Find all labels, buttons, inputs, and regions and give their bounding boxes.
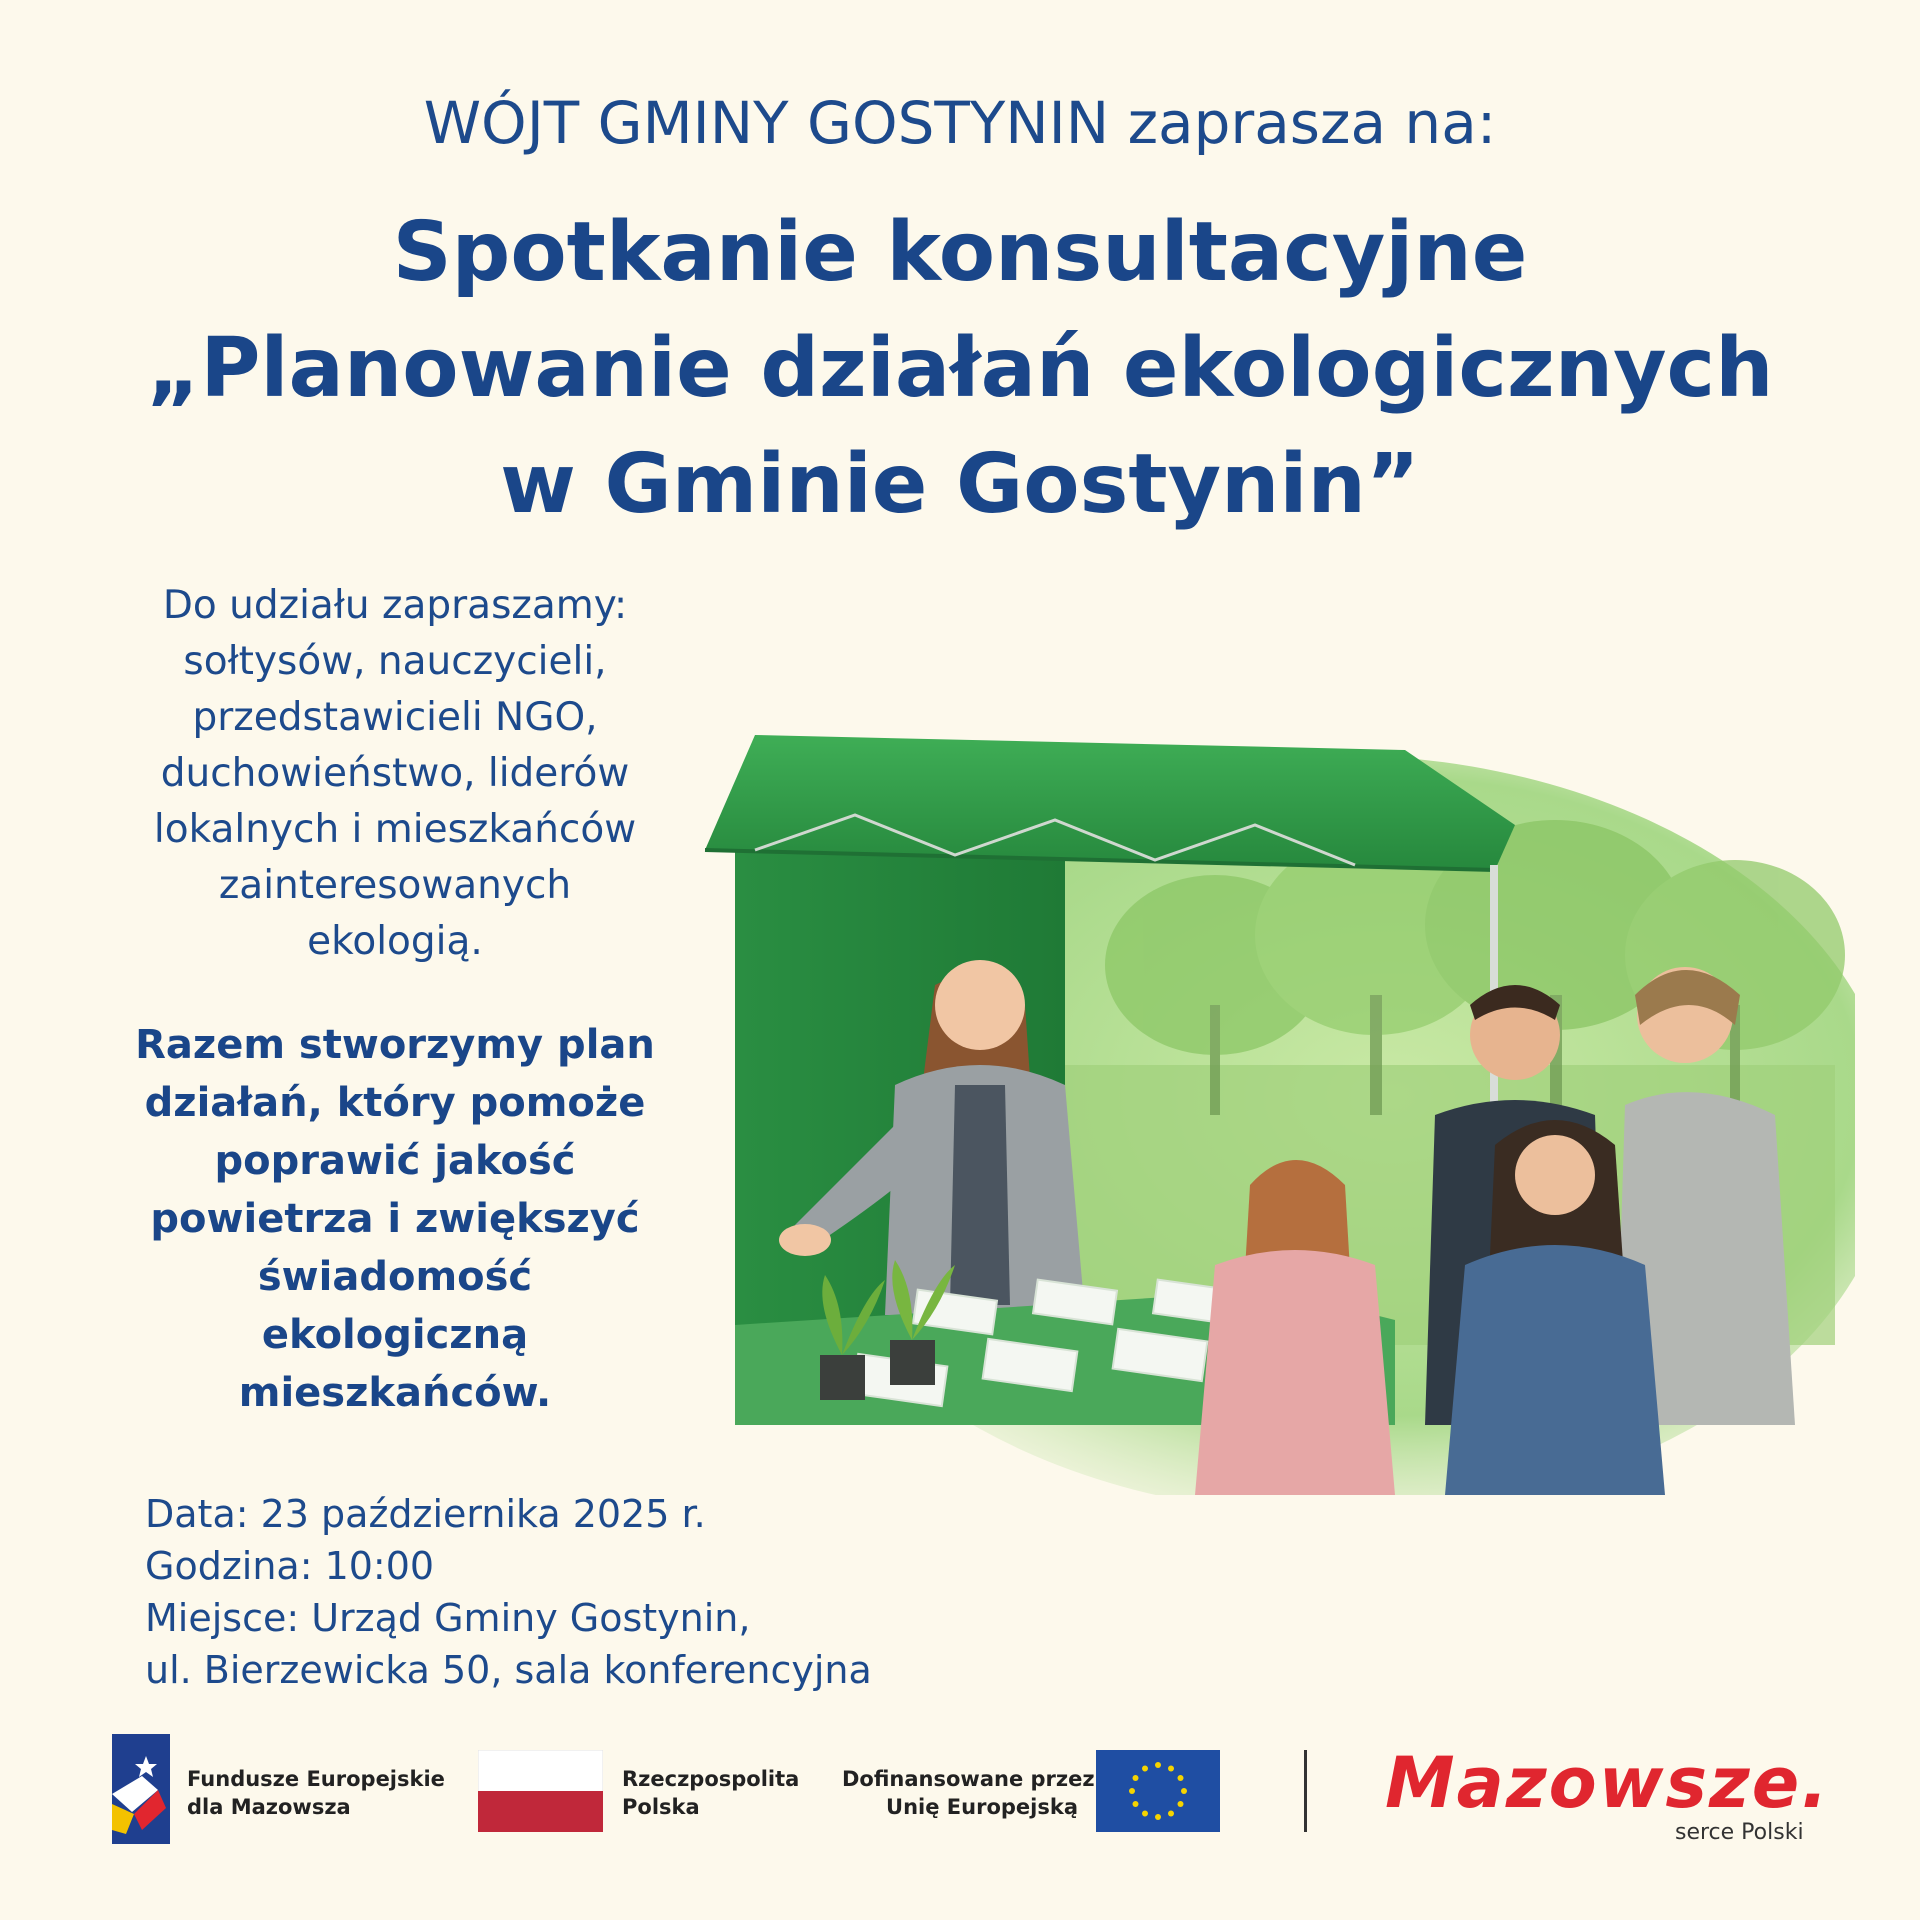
eu-star-icon: [1129, 1788, 1135, 1794]
goal-line: działań, który pomoże: [144, 1080, 646, 1126]
goal-line: powietrza i zwiększyć: [150, 1196, 640, 1242]
goal-line: poprawić jakość: [214, 1138, 576, 1184]
eu-star-icon: [1155, 1762, 1161, 1768]
eu-star-icon: [1142, 1766, 1148, 1772]
title-line-3: w Gminie Gostynin”: [500, 437, 1420, 532]
goal-line: Razem stworzymy plan: [135, 1022, 655, 1068]
title-line-1: Spotkanie konsultacyjne: [392, 205, 1528, 300]
fe-label-line-1: Fundusze Europejskie: [187, 1767, 445, 1791]
goal-text: [110, 1016, 680, 1422]
title-line-2: „Planowanie działań ekologicznych: [146, 321, 1774, 416]
tent-canopy: [705, 735, 1515, 870]
event-date: Data: 23 października 2025 r.: [145, 1492, 706, 1536]
eu-star-icon: [1142, 1811, 1148, 1817]
audience-line: zainteresowanych: [218, 863, 572, 908]
audience-line: ekologią.: [307, 919, 483, 964]
audience-line: lokalnych i mieszkańców: [153, 807, 637, 852]
eu-flag-icon: [1096, 1750, 1220, 1832]
funding-footer: [0, 1720, 1920, 1850]
footer-divider: [1304, 1750, 1307, 1832]
event-place: Miejsce: Urząd Gminy Gostynin,: [145, 1596, 751, 1640]
rp-label: [622, 1765, 799, 1821]
eu-star-icon: [1168, 1811, 1174, 1817]
goal-line: ekologiczną: [261, 1312, 529, 1358]
goal-line: mieszkańców.: [238, 1370, 552, 1416]
poland-flag-icon: [478, 1750, 603, 1832]
audience-line: Do udziału zapraszamy:: [162, 583, 628, 628]
mazowsze-tagline: serce Polski: [1675, 1820, 1804, 1845]
eu-star-icon: [1168, 1766, 1174, 1772]
fe-label-line-2: dla Mazowsza: [187, 1795, 351, 1819]
eu-star-icon: [1178, 1775, 1184, 1781]
audience-text: [110, 578, 680, 970]
intro-text: WÓJT GMINY GOSTYNIN zaprasza na:: [423, 89, 1497, 157]
audience-line: przedstawicieli NGO,: [192, 695, 598, 740]
eu-star-icon: [1133, 1775, 1139, 1781]
eu-star-icon: [1181, 1788, 1187, 1794]
eu-label-line-2: Unię Europejską: [886, 1795, 1078, 1819]
eu-label: [842, 1765, 1095, 1821]
audience-line: duchowieństwo, liderów: [160, 751, 630, 796]
eu-star-icon: [1155, 1814, 1161, 1820]
mazowsze-logo: Mazowsze.: [1385, 1742, 1830, 1824]
eu-label-line-1: Dofinansowane przez: [842, 1767, 1095, 1791]
event-time: Godzina: 10:00: [145, 1544, 435, 1588]
event-address: ul. Bierzewicka 50, sala konferencyjna: [145, 1648, 872, 1692]
event-illustration: [695, 705, 1855, 1495]
rp-label-line-1: Rzeczpospolita: [622, 1767, 800, 1791]
eu-star-icon: [1133, 1801, 1139, 1807]
goal-line: świadomość: [257, 1254, 533, 1300]
rp-label-line-2: Polska: [622, 1795, 700, 1819]
audience-line: sołtysów, nauczycieli,: [183, 639, 607, 684]
fundusze-europejskie-logo-icon: [112, 1734, 170, 1844]
event-title: [0, 195, 1920, 543]
fe-label: [187, 1765, 445, 1821]
eu-star-icon: [1178, 1801, 1184, 1807]
event-details: [145, 1488, 945, 1696]
